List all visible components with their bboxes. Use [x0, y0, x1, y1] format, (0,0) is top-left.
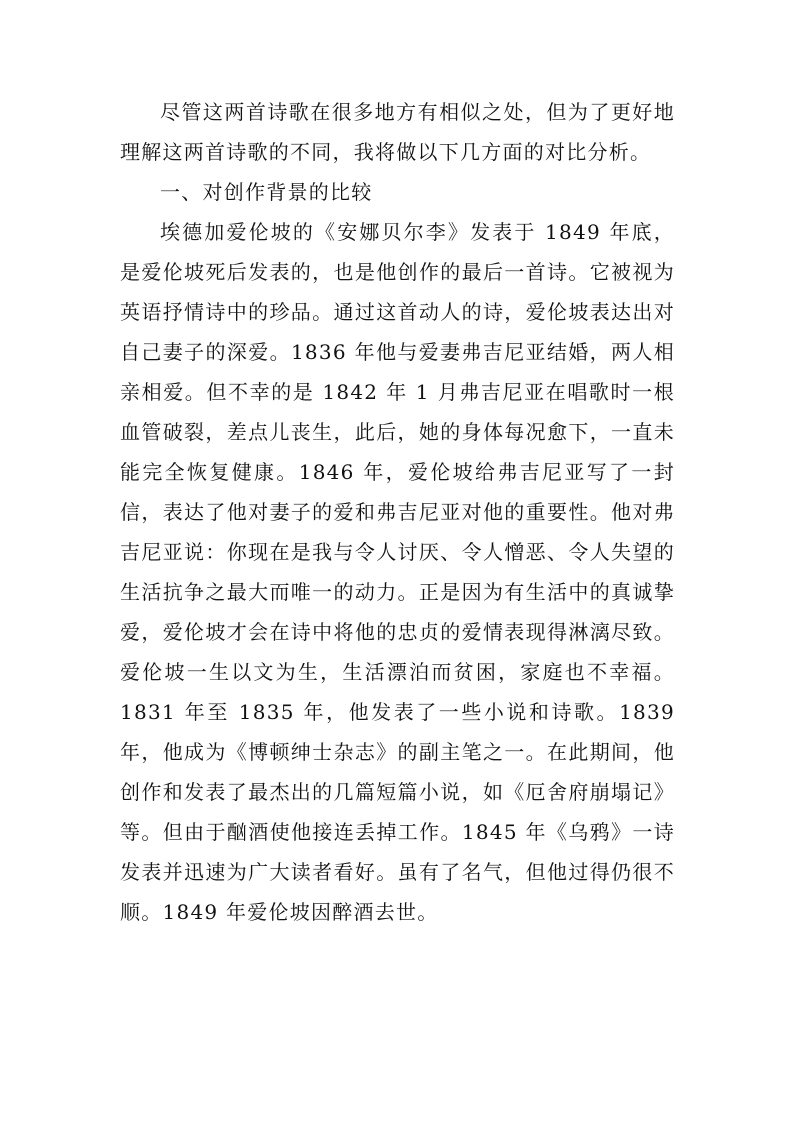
background-paragraph: 埃德加爱伦坡的《安娜贝尔李》发表于 1849 年底，是爱伦坡死后发表的，也是他创作的最后一首诗。它被视为英语抒情诗中的珍品。通过这首动人的诗，爱伦坡表达出对自己妻子的深爱。1836 年他与爱妻弗吉尼亚结婚，两人相亲相爱。但不幸的是 1842 年 1 月弗吉尼亚在唱歌时一根血管破裂，差点儿丧生，此后，她的身体每况愈下，一直未能完全恢复健康。1846 年，爱伦坡给弗吉尼亚写了一封信，表达了他对妻子的爱和弗吉尼亚对他的重要性。他对弗吉尼亚说：你现在是我与令人讨厌、令人憎恶、令人失望的生活抗争之最大而唯一的动力。正是因为有生活中的真诚挚爱，爱伦坡才会在诗中将他的忠贞的爱情表现得淋漓尽致。爱伦坡一生以文为生，生活漂泊而贫困，家庭也不幸福。1831 年至 1835 年，他发表了一些小说和诗歌。1839 年，他成为《博顿绅士杂志》的副主笔之一。在此期间，他创作和发表了最杰出的几篇短篇小说，如《厄舍府崩塌记》等。但由于酗酒使他接连丢掉工作。1845 年《乌鸦》一诗发表并迅速为广大读者看好。虽有了名气，但他过得仍很不顺。1849 年爱伦坡因醉酒去世。: [120, 220, 675, 924]
section-heading: 一、对创作背景的比较: [160, 180, 373, 204]
intro-paragraph: 尽管这两首诗歌在很多地方有相似之处，但为了更好地理解这两首诗歌的不同，我将做以下几方面的对比分析。: [120, 100, 675, 164]
body-text: [120, 92, 675, 932]
